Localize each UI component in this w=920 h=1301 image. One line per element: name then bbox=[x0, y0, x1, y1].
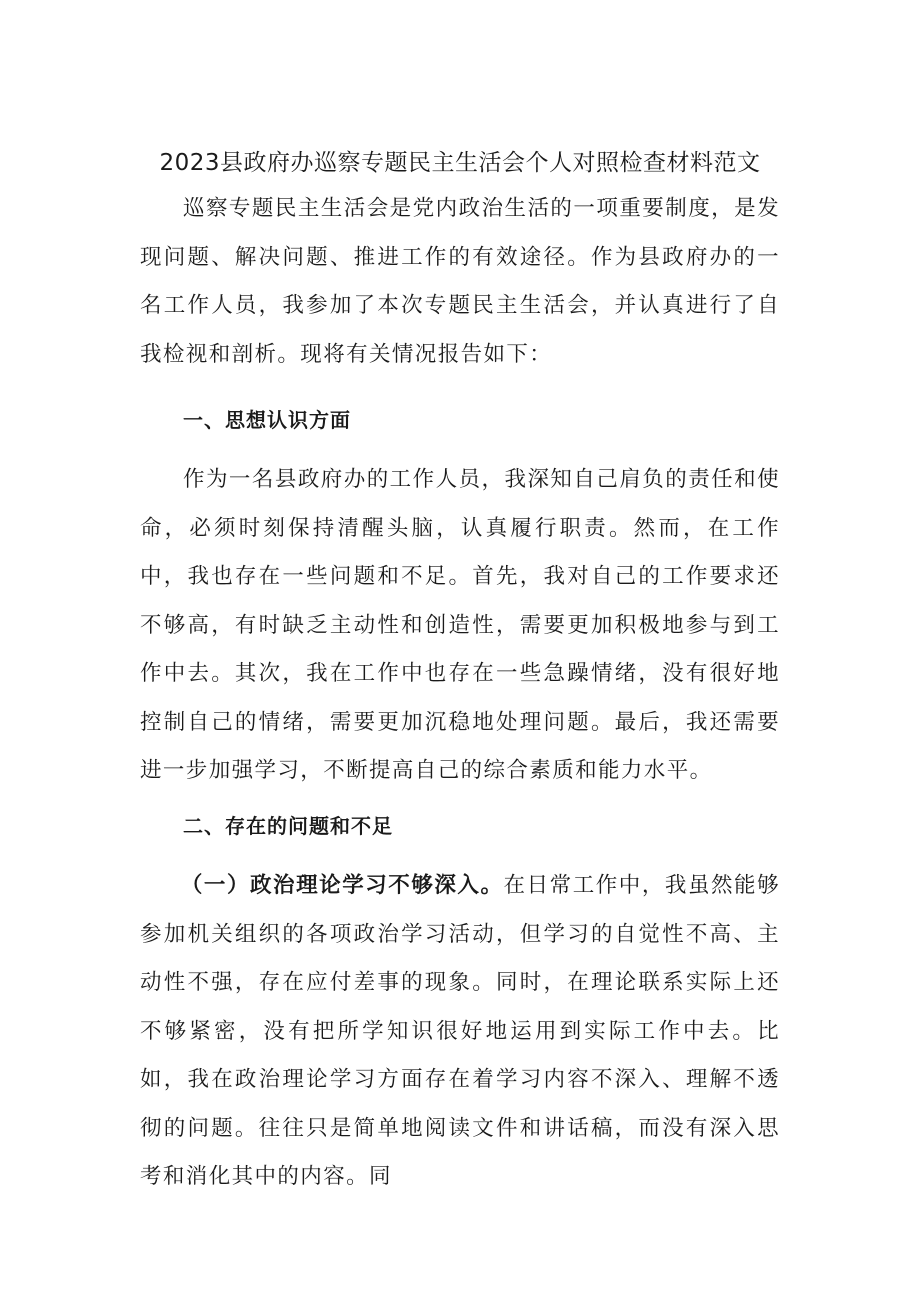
intro-paragraph: 巡察专题民主生活会是党内政治生活的一项重要制度，是发现问题、解决问题、推进工作的有效途径。作为县政府办的一名工作人员，我参加了本次专题民主生活会，并认真进行了自我检视和剖析。现将有关情况报告如下： bbox=[140, 196, 780, 367]
item-1-lead: （一）政治理论学习不够深入。 bbox=[180, 873, 504, 898]
item-1-body: 在日常工作中，我虽然能够参加机关组织的各项政治学习活动，但学习的自觉性不高、主动性不强，存在应付差事的现象。同时，在理论联系实际上还不够紧密，没有把所学知识很好地运用到实际工作中去。比如，我在政治理论学习方面存在着学习内容不深入、理解不透彻的问题。往往只是简单地阅读文件和讲话稿，而没有深入思考和消化其中的内容。同 bbox=[140, 873, 780, 1189]
section-heading-2: 二、存在的问题和不足 bbox=[183, 814, 393, 838]
section-2-item-1-paragraph bbox=[140, 862, 780, 1202]
section-1-paragraph: 作为一名县政府办的工作人员，我深知自己肩负的责任和使命，必须时刻保持清醒头脑，认真履行职责。然而，在工作中，我也存在一些问题和不足。首先，我对自己的工作要求还不够高，有时缺乏主动性和创造性，需要更加积极地参与到工作中去。其次，我在工作中也存在一些急躁情绪，没有很好地控制自己的情绪，需要更加沉稳地处理问题。最后，我还需要进一步加强学习，不断提高自己的综合素质和能力水平。 bbox=[140, 467, 780, 783]
document-title: 2023县政府办巡察专题民主生活会个人对照检查材料范文 bbox=[159, 150, 761, 176]
section-heading-1: 一、思想认识方面 bbox=[183, 408, 351, 432]
